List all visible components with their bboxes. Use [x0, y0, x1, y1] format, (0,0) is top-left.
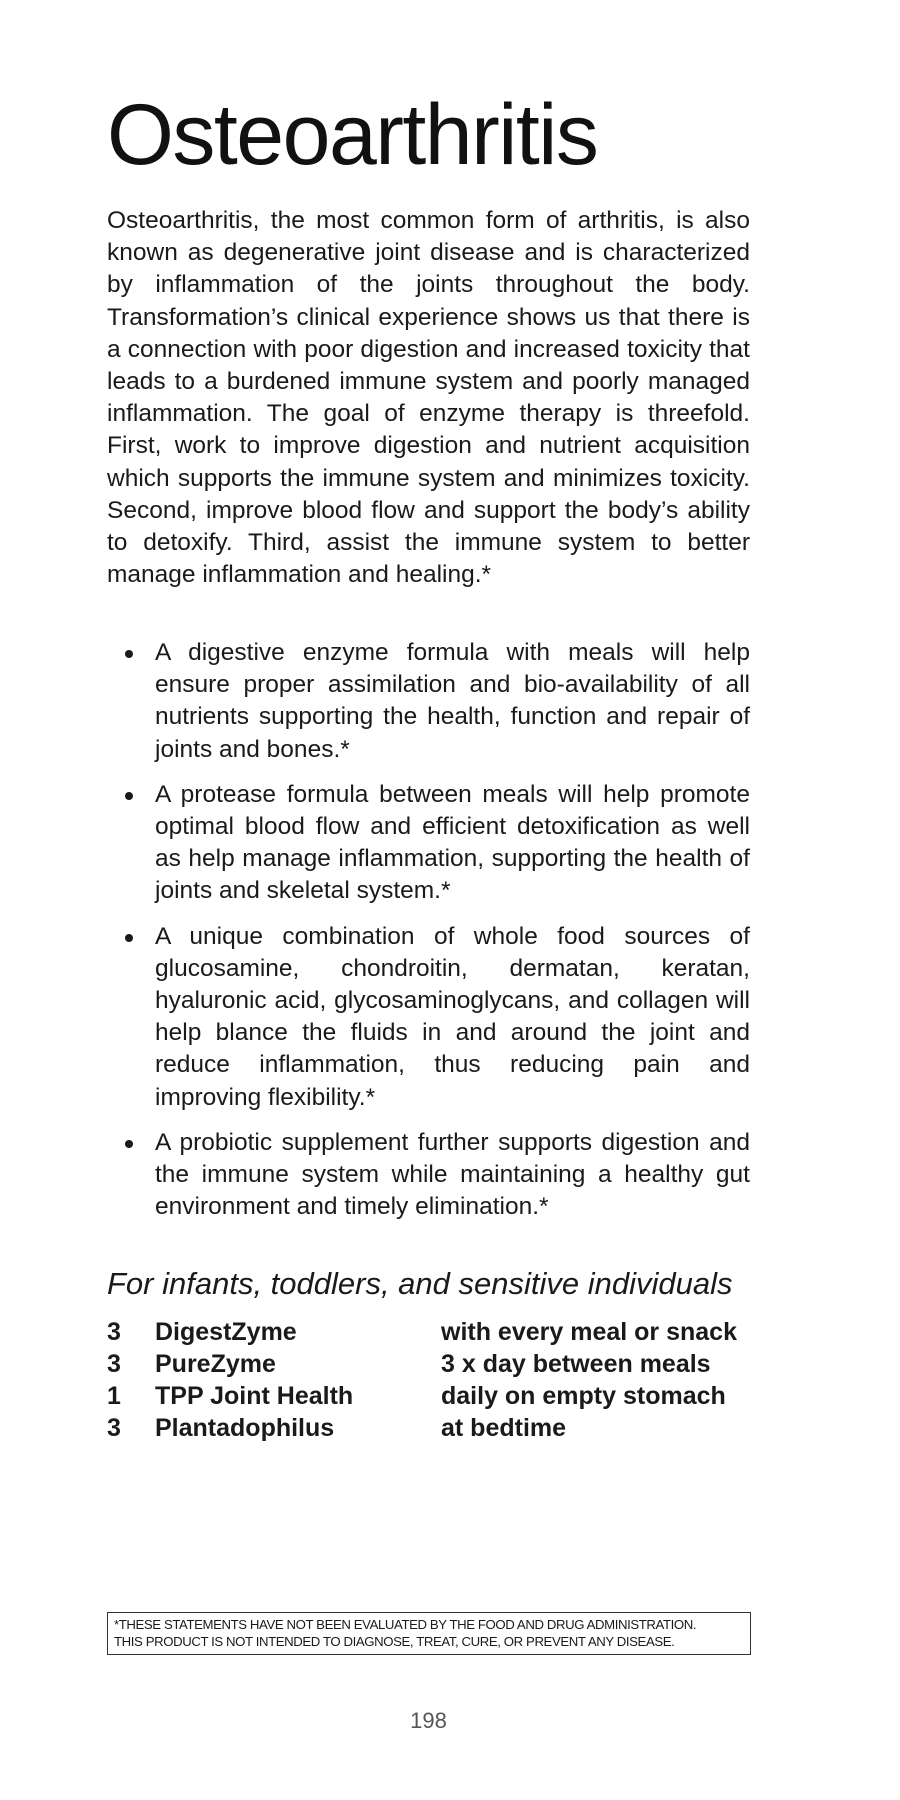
protocol-heading: For infants, toddlers, and sensitive individuals: [107, 1266, 733, 1301]
dose-instruction: at bedtime: [441, 1413, 567, 1442]
list-item-text: A unique combination of whole food sources of glucosamine, chondroitin, dermatan, keratan, hyaluronic acid, glycosaminoglycans, and collagen will help blance the fluids in and around the joint and reduce inflammation, thus reducing pain and improving flexibility.*: [155, 922, 750, 1111]
bullet-icon: [125, 650, 133, 658]
dosage-table: [107, 1316, 750, 1444]
bullet-icon: [125, 934, 133, 942]
list-item: [107, 1127, 750, 1224]
disclaimer-line: *THESE STATEMENTS HAVE NOT BEEN EVALUATED BY THE FOOD AND DRUG ADMINISTRATION.: [114, 1617, 697, 1632]
page-title: Osteoarthritis: [107, 87, 598, 183]
table-row: [107, 1348, 750, 1380]
product-name: DigestZyme: [155, 1317, 297, 1346]
bullet-icon: [125, 792, 133, 800]
intro-paragraph: Osteoarthritis, the most common form of arthritis, is also known as degenerative joint disease and is characterized by inflammation of the joints throughout the body. Transformation’s clinical experience shows us that there is a connection with poor digestion and increased toxicity that leads to a burdened immune system and poorly managed inflammation. The goal of enzyme therapy is threefold. First, work to improve digestion and nutrient acquisition which supports the immune system and minimizes toxicity. Second, improve blood flow and support the body’s ability to detoxify. Third, assist the immune system to better manage inflammation and healing.*: [107, 207, 750, 589]
dose-instruction: daily on empty stomach: [441, 1381, 726, 1410]
fda-disclaimer-box: [107, 1612, 751, 1655]
recommendation-list: [107, 637, 750, 1236]
list-item: [107, 779, 750, 908]
dose-quantity: 3: [107, 1349, 121, 1378]
list-item: [107, 637, 750, 766]
table-row: [107, 1412, 750, 1444]
page-number: 198: [410, 1708, 447, 1733]
dose-quantity: 1: [107, 1381, 121, 1410]
product-name: Plantadophilus: [155, 1413, 335, 1442]
list-item-text: A digestive enzyme formula with meals will help ensure proper assimilation and bio-availability of all nutrients supporting the health, function and repair of joints and bones.*: [155, 639, 750, 763]
dose-quantity: 3: [107, 1317, 121, 1346]
table-row: [107, 1380, 750, 1412]
dose-instruction: with every meal or snack: [441, 1317, 737, 1346]
product-name: TPP Joint Health: [155, 1381, 354, 1410]
dose-quantity: 3: [107, 1413, 121, 1442]
dose-instruction: 3 x day between meals: [441, 1349, 711, 1378]
disclaimer-line: THIS PRODUCT IS NOT INTENDED TO DIAGNOSE, TREAT, CURE, OR PREVENT ANY DISEASE.: [114, 1634, 675, 1649]
list-item-text: A probiotic supplement further supports digestion and the immune system while maintaining a healthy gut environment and timely elimination.*: [155, 1128, 750, 1221]
list-item: [107, 921, 750, 1114]
table-row: [107, 1316, 750, 1348]
bullet-icon: [125, 1140, 133, 1148]
list-item-text: A protease formula between meals will help promote optimal blood flow and efficient detoxification as well as help manage inflammation, supporting the health of joints and skeletal system.*: [155, 780, 750, 905]
product-name: PureZyme: [155, 1349, 276, 1378]
